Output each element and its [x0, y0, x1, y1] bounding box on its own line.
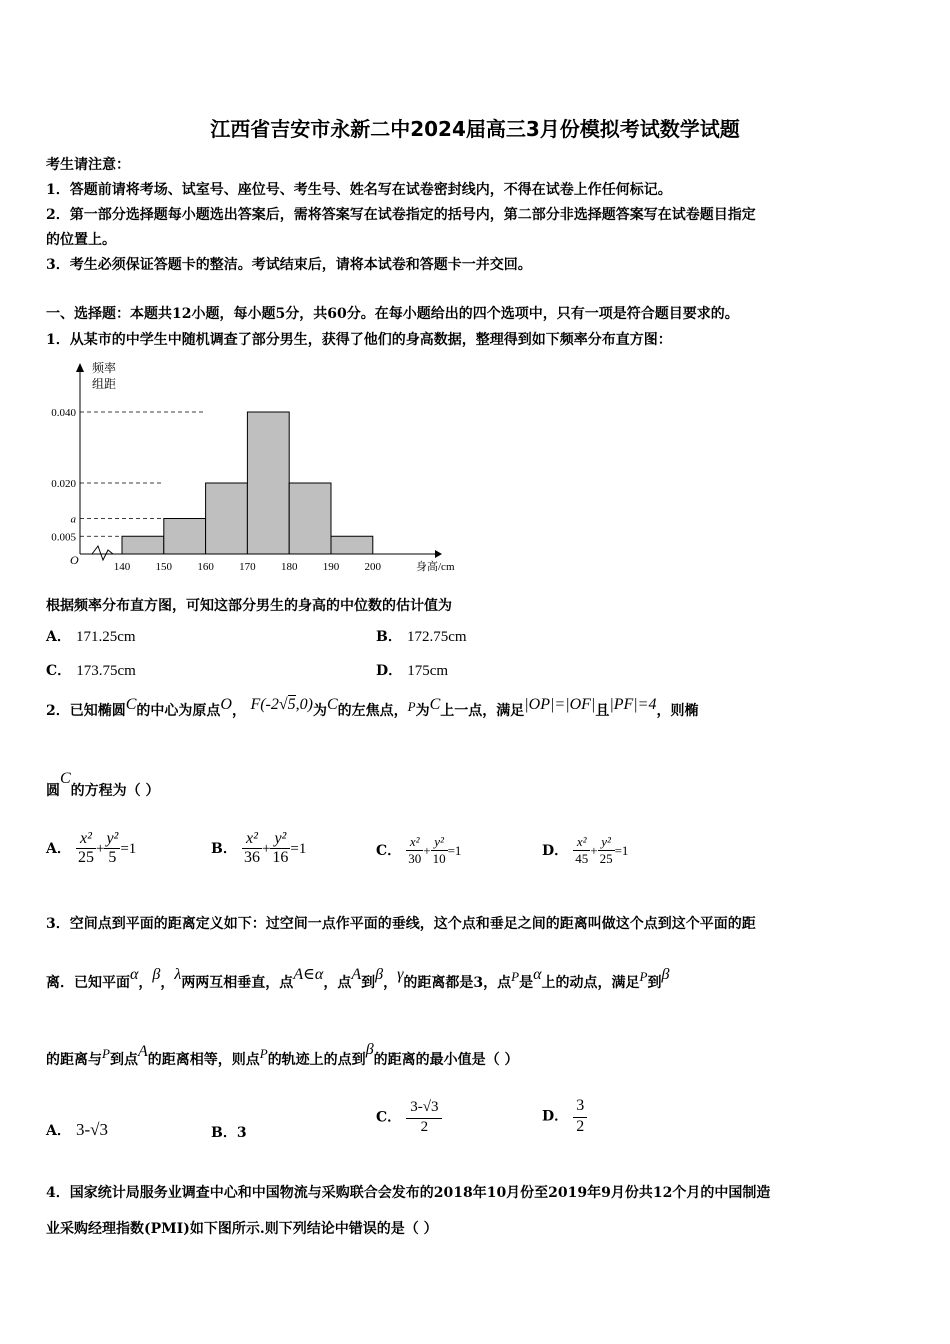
- plus-sign: +: [423, 843, 431, 858]
- numerator: 3-√3: [406, 1097, 442, 1119]
- math-focus: F(-2√5,0): [250, 696, 313, 713]
- numerator: y²: [431, 834, 448, 851]
- fraction: [598, 834, 615, 867]
- option-label: A．: [46, 841, 71, 857]
- math-P: P: [639, 969, 648, 984]
- x-tick-label: 140: [113, 561, 131, 573]
- q2-stem-line-2: [46, 770, 160, 800]
- q4-line-1: 4．国家统计局服务业调查中心和中国物流与采购联合会发布的2018年10月份至2019年9月份共12个月的中国制造: [46, 1185, 771, 1201]
- histogram-bar: [247, 412, 289, 554]
- denominator: 25: [77, 849, 94, 866]
- q3-text: 上的动点，满足: [541, 975, 640, 991]
- math-O: O: [220, 696, 232, 713]
- math-C: C: [326, 696, 338, 713]
- denominator: 5: [108, 849, 117, 866]
- numerator: x²: [242, 830, 262, 849]
- q3-line-1: 3．空间点到平面的距离定义如下：过空间一点作平面的垂线，这个点和垂足之间的距离叫做这个点到这个平面的距: [46, 916, 756, 932]
- histogram-bar: [331, 536, 373, 554]
- q1-stem: 1．从某市的中学生中随机调查了部分男生，获得了他们的身高数据，整理得到如下频率分布直方图：: [46, 332, 672, 348]
- x-tick-label: 150: [155, 561, 173, 573]
- numerator: x²: [573, 834, 590, 851]
- fraction: [573, 1095, 587, 1136]
- numerator: y²: [270, 830, 290, 849]
- histogram-bar: [122, 536, 164, 554]
- axis-break: [92, 546, 113, 560]
- math-alpha: α: [533, 966, 542, 983]
- option-label: B．: [211, 841, 237, 857]
- math-C: C: [60, 770, 71, 787]
- option-label: C．: [376, 843, 402, 859]
- denominator: 30: [408, 851, 422, 866]
- histogram-bar: [289, 483, 331, 554]
- q2-option-d[interactable]: [542, 834, 628, 867]
- notice-line-2: 2．第一部分选择题每小题选出答案后，需将答案写在试卷指定的括号内，第二部分非选择题答案写在试卷题目指定: [46, 207, 756, 223]
- q3-text: 离．已知平面: [46, 975, 130, 991]
- q2-text: 且: [595, 703, 610, 719]
- q2-option-b[interactable]: [211, 830, 306, 867]
- q2-text: 的左焦点，: [337, 703, 408, 719]
- math-A: A: [137, 1043, 148, 1060]
- notice-line-4: 3．考生必须保证答题卡的整洁。考试结束后，请将本试卷和答题卡一并交回。: [46, 257, 532, 273]
- fraction: [270, 830, 290, 867]
- option-text: 175cm: [407, 663, 449, 679]
- option-text: 3: [236, 1125, 247, 1141]
- math-alpha: α: [130, 966, 139, 983]
- equals-one: =1: [447, 843, 462, 858]
- q3-text: 的距离都是3，点: [403, 975, 512, 991]
- math-a-in-alpha: A∈α: [293, 966, 324, 983]
- math-P: P: [259, 1046, 268, 1061]
- q2-stem-line-1: 2．已知椭圆C的中心为原点O， F(-2√5,0)为C的左焦点，P为C上一点，满足|OP|=|OF|且|PF|=4，则椭: [46, 696, 699, 719]
- equals-one: =1: [614, 843, 629, 858]
- option-label: B．: [376, 629, 402, 645]
- fraction: [573, 834, 590, 867]
- fraction: [242, 830, 262, 867]
- x-tick-label: 200: [364, 561, 382, 573]
- q2-text: 圆: [46, 783, 60, 799]
- q1-after-text: 根据频率分布直方图，可知这部分男生的身高的中位数的估计值为: [46, 598, 452, 614]
- notice-line-1: 1．答题前请将考场、试室号、座位号、考生号、姓名写在试卷密封线内，不得在试卷上作任何标记。: [46, 182, 672, 198]
- equals-one: =1: [290, 841, 307, 857]
- page-title: 江西省吉安市永新二中2024届高三3月份模拟考试数学试题: [210, 117, 740, 141]
- q1-option-b[interactable]: [376, 626, 467, 646]
- plus-sign: +: [590, 843, 598, 858]
- math-C: C: [429, 696, 441, 713]
- y-axis-arrow: [76, 363, 84, 372]
- q2-text: ，则椭: [656, 703, 699, 719]
- plus-sign: +: [95, 841, 105, 857]
- q3-text: 的轨迹上的点到: [267, 1052, 366, 1068]
- denominator: 2: [576, 1118, 585, 1135]
- q3-text: 两两互相垂直，点: [181, 975, 294, 991]
- math-focus-right: ,0): [295, 696, 313, 713]
- math-P: P: [407, 699, 416, 714]
- numerator: y²: [106, 830, 119, 847]
- q2-text: 为: [312, 703, 327, 719]
- q2-text: 已知椭圆: [69, 703, 126, 719]
- math-gamma: γ: [397, 966, 404, 983]
- math-focus-left: F(-2: [250, 696, 279, 713]
- fraction: [406, 1097, 442, 1136]
- option-label: A．: [46, 629, 71, 645]
- q2-text: 上一点，满足: [440, 703, 525, 719]
- fraction: [104, 830, 120, 867]
- option-label: A．: [46, 1123, 71, 1139]
- x-axis-label: 身高/cm: [416, 561, 455, 573]
- x-tick-label: 190: [322, 561, 340, 573]
- numerator: x²: [76, 830, 96, 849]
- histogram-bar: [164, 519, 206, 555]
- math-condition-1: |OP|=|OF|: [524, 696, 596, 713]
- fraction: [76, 830, 96, 867]
- y-tick-label: 0.040: [51, 407, 76, 419]
- x-tick-label: 170: [239, 561, 256, 573]
- equals-one: =1: [120, 841, 137, 857]
- origin-label: O: [70, 553, 79, 567]
- option-label: D．: [376, 663, 403, 679]
- q2-text: 为: [415, 703, 430, 719]
- math-sqrt-5: 5: [287, 696, 296, 713]
- q2-option-a[interactable]: [46, 830, 136, 867]
- math-lambda: λ: [174, 966, 182, 983]
- q3-text: 到: [361, 975, 376, 991]
- q3-text: 到点: [109, 1052, 138, 1068]
- x-tick-label: 160: [197, 561, 214, 573]
- math-C: C: [125, 696, 137, 713]
- q3-text: ，点: [323, 975, 352, 991]
- option-label: D．: [542, 843, 569, 859]
- denominator: 36: [243, 849, 260, 866]
- q2-text: 的方程为（ ）: [70, 783, 160, 799]
- q2-number: 2．: [46, 703, 70, 719]
- q3-text: 是: [519, 975, 534, 991]
- numerator: x²: [406, 834, 423, 851]
- math-beta: β: [365, 1041, 374, 1058]
- option-text: 171.25cm: [75, 629, 136, 645]
- q3-option-a[interactable]: [46, 1120, 108, 1140]
- math-beta: β: [152, 966, 161, 983]
- y-axis-label-bottom: 组距: [92, 377, 117, 391]
- plus-sign: +: [261, 841, 271, 857]
- option-label: C．: [376, 1109, 402, 1126]
- q4-line-2: 业采购经理指数(PMI)如下图所示.则下列结论中错误的是（ ）: [46, 1221, 438, 1237]
- q3-text: 的距离相等，则点: [147, 1052, 260, 1068]
- option-label: C．: [46, 663, 72, 679]
- math-beta: β: [375, 966, 384, 983]
- section-heading: 一、选择题：本题共12小题，每小题5分，共60分。在每小题给出的四个选项中，只有一项是符合题目要求的。: [46, 306, 739, 322]
- q3-text: 到: [647, 975, 662, 991]
- q3-option-c[interactable]: [376, 1097, 442, 1136]
- y-axis-label-top: 频率: [92, 361, 117, 375]
- y-tick-label: 0.005: [51, 531, 76, 544]
- denominator: 45: [575, 851, 589, 866]
- q3-text: ，: [138, 975, 153, 991]
- q3-text: ，: [383, 975, 398, 991]
- option-text: 3-√3: [75, 1120, 108, 1139]
- option-label: D．: [542, 1108, 569, 1125]
- q3-option-d[interactable]: [542, 1095, 587, 1136]
- q3-line-3: [46, 1041, 519, 1069]
- denominator: 2: [420, 1119, 429, 1135]
- q1-option-a[interactable]: [46, 626, 136, 646]
- q3-line-2: [46, 966, 670, 992]
- q2-text: 的中心为原点: [136, 703, 221, 719]
- q3-text: 的距离的最小值是（ ）: [373, 1052, 519, 1068]
- q3-option-b[interactable]: [211, 1122, 247, 1142]
- q1-option-d[interactable]: [376, 660, 448, 680]
- option-label: B．: [211, 1125, 237, 1141]
- math-condition-2: |PF|=4: [609, 696, 657, 713]
- q3-text: 的距离与: [46, 1052, 102, 1068]
- histogram-chart: [40, 358, 480, 580]
- option-text: 173.75cm: [76, 663, 136, 679]
- q1-option-c[interactable]: [46, 660, 136, 680]
- fraction: [406, 834, 423, 867]
- denominator: 25: [599, 851, 613, 866]
- math-beta: β: [661, 966, 670, 983]
- x-axis-arrow: [435, 550, 442, 558]
- math-A: A: [351, 966, 362, 983]
- numerator: 3: [573, 1095, 587, 1118]
- x-tick-label: 180: [280, 561, 298, 573]
- option-text: 172.75cm: [406, 629, 467, 645]
- denominator: 16: [272, 849, 289, 866]
- math-P: P: [102, 1046, 110, 1061]
- math-P: P: [511, 969, 520, 984]
- q2-option-c[interactable]: [376, 834, 461, 867]
- y-tick-label: a: [70, 513, 76, 526]
- histogram-bar: [206, 483, 248, 554]
- denominator: 10: [432, 851, 446, 866]
- q3-text: ，: [160, 975, 175, 991]
- y-tick-label: 0.020: [51, 478, 76, 490]
- notice-line-3: 的位置上。: [46, 232, 116, 248]
- notice-heading: 考生请注意：: [46, 157, 130, 173]
- fraction: [431, 834, 448, 867]
- numerator: y²: [598, 834, 615, 851]
